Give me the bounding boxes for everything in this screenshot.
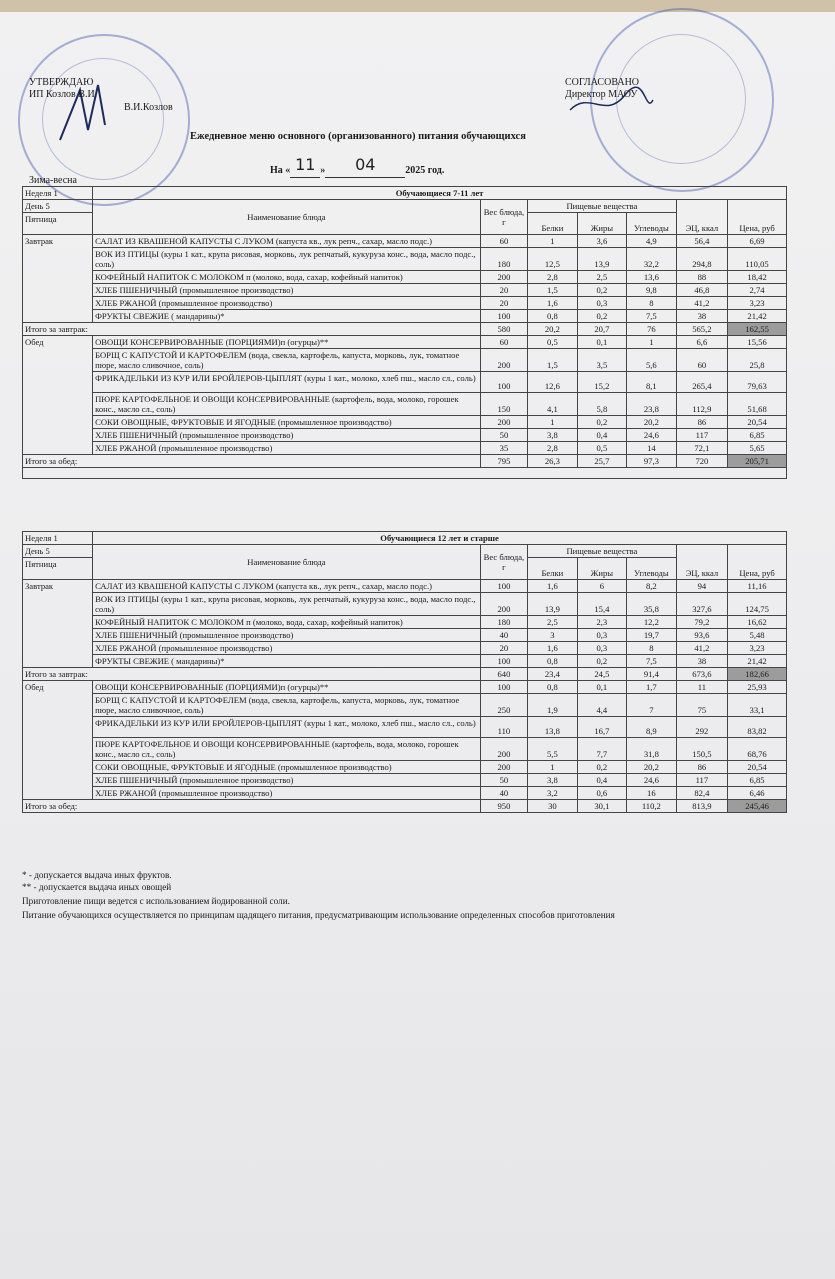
dish-f: 0,4 bbox=[577, 429, 626, 442]
dish-price: 33,1 bbox=[728, 694, 787, 717]
dish-c: 23,8 bbox=[627, 393, 676, 416]
dish-e: 93,6 bbox=[676, 629, 728, 642]
dish-price: 6,85 bbox=[728, 774, 787, 787]
dish-f: 2,3 bbox=[577, 616, 626, 629]
price-header: Цена, руб bbox=[728, 200, 787, 235]
nutrients-header: Пищевые вещества bbox=[528, 545, 676, 558]
dish-f: 0,2 bbox=[577, 310, 626, 323]
total-p: 23,4 bbox=[528, 668, 577, 681]
dish-price: 2,74 bbox=[728, 284, 787, 297]
total-e: 673,6 bbox=[676, 668, 728, 681]
dish-p: 2,8 bbox=[528, 442, 577, 455]
agreed-title: СОГЛАСОВАНО bbox=[565, 77, 640, 88]
dish-name: ПЮРЕ КАРТОФЕЛЬНОЕ И ОВОЩИ КОНСЕРВИРОВАННЫЕ (картофель, вода, молоко, горошек конс., масло сл., соль) bbox=[93, 738, 481, 761]
dish-weight: 50 bbox=[480, 774, 527, 787]
dish-f: 0,3 bbox=[577, 642, 626, 655]
total-e: 813,9 bbox=[676, 800, 728, 813]
date-suffix: 2025 год. bbox=[405, 165, 445, 176]
dish-p: 0,8 bbox=[528, 310, 577, 323]
dish-weight: 200 bbox=[480, 271, 527, 284]
dish-name: БОРЩ С КАПУСТОЙ И КАРТОФЕЛЕМ (вода, свекла, картофель, капуста, морковь, лук, томатное пюре, масло сливочное, соль) bbox=[93, 349, 481, 372]
dish-row bbox=[23, 629, 787, 642]
dish-price: 6,85 bbox=[728, 429, 787, 442]
dish-p: 1,5 bbox=[528, 284, 577, 297]
group-title: Обучающиеся 12 лет и старше bbox=[93, 532, 787, 545]
dish-price: 11,16 bbox=[728, 580, 787, 593]
date-mid: » bbox=[320, 165, 326, 176]
proteins-header: Белки bbox=[528, 213, 577, 235]
notes-block bbox=[22, 869, 615, 921]
total-label: Итого за обед: bbox=[23, 800, 481, 813]
dish-p: 0,8 bbox=[528, 681, 577, 694]
total-weight: 580 bbox=[480, 323, 527, 336]
dish-e: 86 bbox=[676, 416, 728, 429]
dish-f: 0,3 bbox=[577, 629, 626, 642]
meal-label: Обед bbox=[23, 681, 93, 800]
dish-e: 41,2 bbox=[676, 642, 728, 655]
dish-weight: 60 bbox=[480, 336, 527, 349]
dish-f: 5,8 bbox=[577, 393, 626, 416]
dish-e: 88 bbox=[676, 271, 728, 284]
dish-price: 3,23 bbox=[728, 642, 787, 655]
dish-p: 5,5 bbox=[528, 738, 577, 761]
dish-price: 6,46 bbox=[728, 787, 787, 800]
dish-c: 20,2 bbox=[627, 416, 676, 429]
dish-e: 6,6 bbox=[676, 336, 728, 349]
dish-f: 16,7 bbox=[577, 717, 626, 738]
day-label: День 5 bbox=[23, 545, 93, 558]
week-row bbox=[23, 532, 787, 545]
energy-header: ЭЦ, ккал bbox=[676, 200, 728, 235]
dish-name-header: Наименование блюда bbox=[93, 200, 481, 235]
dish-p: 4,1 bbox=[528, 393, 577, 416]
total-price: 245,46 bbox=[728, 800, 787, 813]
dish-c: 8 bbox=[627, 297, 676, 310]
dish-name: ВОК ИЗ ПТИЦЫ (куры 1 кат., крупа рисовая, морковь, лук репчатый, кукуруза конс., вода, масло подс., соль) bbox=[93, 593, 481, 616]
dish-p: 0,5 bbox=[528, 336, 577, 349]
dish-p: 2,5 bbox=[528, 616, 577, 629]
day-label: День 5 bbox=[23, 200, 93, 213]
dish-p: 0,8 bbox=[528, 655, 577, 668]
dish-c: 8,9 bbox=[627, 717, 676, 738]
top-edge bbox=[0, 0, 835, 12]
dish-price: 15,56 bbox=[728, 336, 787, 349]
dish-row bbox=[23, 284, 787, 297]
dish-row bbox=[23, 681, 787, 694]
dish-c: 8 bbox=[627, 642, 676, 655]
dish-price: 5,48 bbox=[728, 629, 787, 642]
dish-row bbox=[23, 372, 787, 393]
dish-c: 35,8 bbox=[627, 593, 676, 616]
approved-title: УТВЕРЖДАЮ bbox=[29, 77, 94, 88]
dish-c: 19,7 bbox=[627, 629, 676, 642]
dish-row bbox=[23, 616, 787, 629]
dish-e: 86 bbox=[676, 761, 728, 774]
dish-c: 8,1 bbox=[627, 372, 676, 393]
dish-name: ХЛЕБ РЖАНОЙ (промышленное производство) bbox=[93, 297, 481, 310]
dish-weight: 180 bbox=[480, 248, 527, 271]
dish-weight: 150 bbox=[480, 393, 527, 416]
dish-e: 11 bbox=[676, 681, 728, 694]
dish-name: ОВОЩИ КОНСЕРВИРОВАННЫЕ (ПОРЦИЯМИ)п (огурцы)** bbox=[93, 681, 481, 694]
dish-name: ПЮРЕ КАРТОФЕЛЬНОЕ И ОВОЩИ КОНСЕРВИРОВАННЫЕ (картофель, вода, молоко, горошек конс., масло сл., соль) bbox=[93, 393, 481, 416]
dish-p: 1 bbox=[528, 416, 577, 429]
dish-name: СОКИ ОВОЩНЫЕ, ФРУКТОВЫЕ И ЯГОДНЫЕ (промышленное производство) bbox=[93, 761, 481, 774]
page-title: Ежедневное меню основного (организованного) питания обучающихся bbox=[190, 131, 526, 142]
dish-name: ВОК ИЗ ПТИЦЫ (куры 1 кат., крупа рисовая, морковь, лук репчатый, кукуруза конс., вода, масло подс., соль) bbox=[93, 248, 481, 271]
total-f: 25,7 bbox=[577, 455, 626, 468]
total-p: 20,2 bbox=[528, 323, 577, 336]
dish-e: 75 bbox=[676, 694, 728, 717]
dish-f: 3,6 bbox=[577, 235, 626, 248]
dish-row bbox=[23, 774, 787, 787]
dish-row bbox=[23, 787, 787, 800]
dish-f: 0,2 bbox=[577, 416, 626, 429]
group-title: Обучающиеся 7-11 лет bbox=[93, 187, 787, 200]
dish-weight: 100 bbox=[480, 310, 527, 323]
total-c: 97,3 bbox=[627, 455, 676, 468]
dish-price: 25,8 bbox=[728, 349, 787, 372]
dish-weight: 200 bbox=[480, 593, 527, 616]
total-f: 30,1 bbox=[577, 800, 626, 813]
total-label: Итого за завтрак: bbox=[23, 323, 481, 336]
dish-p: 1,6 bbox=[528, 642, 577, 655]
dish-weight: 100 bbox=[480, 655, 527, 668]
dish-c: 32,2 bbox=[627, 248, 676, 271]
week-label: Неделя 1 bbox=[23, 532, 93, 545]
dish-name: ХЛЕБ РЖАНОЙ (промышленное производство) bbox=[93, 442, 481, 455]
dish-weight: 250 bbox=[480, 694, 527, 717]
dish-weight: 100 bbox=[480, 580, 527, 593]
day-row bbox=[23, 545, 787, 558]
dish-e: 38 bbox=[676, 655, 728, 668]
dish-row bbox=[23, 271, 787, 284]
dish-row bbox=[23, 235, 787, 248]
meal-label: Завтрак bbox=[23, 580, 93, 668]
dish-name: ФРИКАДЕЛЬКИ ИЗ КУР ИЛИ БРОЙЛЕРОВ-ЦЫПЛЯТ (куры 1 кат., молоко, хлеб пш., масло сл., соль) bbox=[93, 717, 481, 738]
date-day: 11 bbox=[295, 155, 316, 174]
dish-c: 14 bbox=[627, 442, 676, 455]
dish-p: 12,5 bbox=[528, 248, 577, 271]
dish-weight: 35 bbox=[480, 442, 527, 455]
dish-c: 4,9 bbox=[627, 235, 676, 248]
carbs-header: Углеводы bbox=[627, 213, 676, 235]
dish-f: 0,6 bbox=[577, 787, 626, 800]
dish-price: 18,42 bbox=[728, 271, 787, 284]
dish-e: 94 bbox=[676, 580, 728, 593]
dish-e: 46,8 bbox=[676, 284, 728, 297]
dish-row bbox=[23, 297, 787, 310]
total-row bbox=[23, 800, 787, 813]
dish-name: ХЛЕБ РЖАНОЙ (промышленное производство) bbox=[93, 642, 481, 655]
total-weight: 640 bbox=[480, 668, 527, 681]
dish-row bbox=[23, 248, 787, 271]
meal-label: Завтрак bbox=[23, 235, 93, 323]
week-label: Неделя 1 bbox=[23, 187, 93, 200]
dish-weight: 200 bbox=[480, 761, 527, 774]
dish-name: ХЛЕБ ПШЕНИЧНЫЙ (промышленное производство) bbox=[93, 774, 481, 787]
day-row bbox=[23, 200, 787, 213]
dish-e: 72,1 bbox=[676, 442, 728, 455]
dish-p: 1,9 bbox=[528, 694, 577, 717]
date-line bbox=[270, 155, 445, 178]
dish-e: 294,8 bbox=[676, 248, 728, 271]
dish-price: 21,42 bbox=[728, 310, 787, 323]
dish-f: 0,2 bbox=[577, 655, 626, 668]
weight-header: Вес блюда, г bbox=[480, 545, 527, 580]
dish-c: 1 bbox=[627, 336, 676, 349]
dish-c: 7,5 bbox=[627, 310, 676, 323]
fats-header: Жиры bbox=[577, 558, 626, 580]
dish-e: 327,6 bbox=[676, 593, 728, 616]
dish-price: 20,54 bbox=[728, 761, 787, 774]
note-line: * - допускается выдача иных фруктов. bbox=[22, 870, 172, 880]
dish-price: 25,93 bbox=[728, 681, 787, 694]
dish-f: 0,5 bbox=[577, 442, 626, 455]
dish-c: 9,8 bbox=[627, 284, 676, 297]
dish-c: 12,2 bbox=[627, 616, 676, 629]
total-c: 76 bbox=[627, 323, 676, 336]
dish-e: 265,4 bbox=[676, 372, 728, 393]
dish-price: 5,65 bbox=[728, 442, 787, 455]
dish-f: 15,2 bbox=[577, 372, 626, 393]
total-row bbox=[23, 668, 787, 681]
dish-e: 79,2 bbox=[676, 616, 728, 629]
price-header: Цена, руб bbox=[728, 545, 787, 580]
dish-weight: 60 bbox=[480, 235, 527, 248]
dish-price: 21,42 bbox=[728, 655, 787, 668]
dish-f: 15,4 bbox=[577, 593, 626, 616]
dish-row bbox=[23, 655, 787, 668]
dish-row bbox=[23, 416, 787, 429]
dish-row bbox=[23, 642, 787, 655]
dish-row bbox=[23, 336, 787, 349]
dish-name: ФРУКТЫ СВЕЖИЕ ( мандарины)* bbox=[93, 655, 481, 668]
dish-c: 5,6 bbox=[627, 349, 676, 372]
dish-name: САЛАТ ИЗ КВАШЕНОЙ КАПУСТЫ С ЛУКОМ (капуста кв., лук репч., сахар, масло подс.) bbox=[93, 580, 481, 593]
carbs-header: Углеводы bbox=[627, 558, 676, 580]
dish-name: СОКИ ОВОЩНЫЕ, ФРУКТОВЫЕ И ЯГОДНЫЕ (промышленное производство) bbox=[93, 416, 481, 429]
dish-p: 1,5 bbox=[528, 349, 577, 372]
total-e: 565,2 bbox=[676, 323, 728, 336]
dish-p: 3,8 bbox=[528, 429, 577, 442]
dish-e: 60 bbox=[676, 349, 728, 372]
dish-weight: 200 bbox=[480, 738, 527, 761]
dish-weight: 40 bbox=[480, 787, 527, 800]
dish-name: ХЛЕБ ПШЕНИЧНЫЙ (промышленное производство) bbox=[93, 284, 481, 297]
dish-weight: 200 bbox=[480, 416, 527, 429]
total-f: 20,7 bbox=[577, 323, 626, 336]
total-price: 205,71 bbox=[728, 455, 787, 468]
dish-weight: 40 bbox=[480, 629, 527, 642]
dish-price: 79,63 bbox=[728, 372, 787, 393]
dish-f: 0,1 bbox=[577, 336, 626, 349]
dish-p: 1 bbox=[528, 761, 577, 774]
total-p: 26,3 bbox=[528, 455, 577, 468]
dish-name: САЛАТ ИЗ КВАШЕНОЙ КАПУСТЫ С ЛУКОМ (капуста кв., лук репч., сахар, масло подс.) bbox=[93, 235, 481, 248]
total-p: 30 bbox=[528, 800, 577, 813]
note-line: Питание обучающихся осуществляется по принципам щадящего питания, предусматривающим использование определенных способов приготовления bbox=[22, 910, 615, 920]
dish-price: 124,75 bbox=[728, 593, 787, 616]
dish-weight: 20 bbox=[480, 284, 527, 297]
dish-price: 68,76 bbox=[728, 738, 787, 761]
dish-weight: 180 bbox=[480, 616, 527, 629]
dish-name: ФРУКТЫ СВЕЖИЕ ( мандарины)* bbox=[93, 310, 481, 323]
menu-table-12-plus bbox=[22, 531, 787, 813]
note-line: ** - допускается выдача иных овощей bbox=[22, 882, 172, 892]
dish-weight: 50 bbox=[480, 429, 527, 442]
week-row bbox=[23, 187, 787, 200]
dish-p: 3,8 bbox=[528, 774, 577, 787]
dish-f: 7,7 bbox=[577, 738, 626, 761]
dish-f: 0,2 bbox=[577, 284, 626, 297]
dish-c: 7 bbox=[627, 694, 676, 717]
dish-row bbox=[23, 593, 787, 616]
menu-table-7-11 bbox=[22, 186, 787, 479]
empty-cell bbox=[23, 468, 787, 479]
dish-weight: 20 bbox=[480, 642, 527, 655]
dish-c: 13,6 bbox=[627, 271, 676, 284]
dish-c: 24,6 bbox=[627, 429, 676, 442]
dish-price: 83,82 bbox=[728, 717, 787, 738]
dish-p: 1,6 bbox=[528, 297, 577, 310]
empty-row bbox=[23, 468, 787, 479]
dish-price: 51,68 bbox=[728, 393, 787, 416]
total-c: 91,4 bbox=[627, 668, 676, 681]
dish-c: 7,5 bbox=[627, 655, 676, 668]
dish-name: ХЛЕБ ПШЕНИЧНЫЙ (промышленное производство) bbox=[93, 429, 481, 442]
weight-header: Вес блюда, г bbox=[480, 200, 527, 235]
dish-e: 112,9 bbox=[676, 393, 728, 416]
dish-row bbox=[23, 393, 787, 416]
total-weight: 950 bbox=[480, 800, 527, 813]
note-line: Приготовление пищи ведется с использованием йодированной соли. bbox=[22, 896, 290, 906]
total-row bbox=[23, 323, 787, 336]
dish-c: 8,2 bbox=[627, 580, 676, 593]
dish-price: 16,62 bbox=[728, 616, 787, 629]
dish-f: 0,3 bbox=[577, 297, 626, 310]
dish-p: 13,8 bbox=[528, 717, 577, 738]
dish-p: 2,8 bbox=[528, 271, 577, 284]
dish-f: 0,4 bbox=[577, 774, 626, 787]
dish-f: 0,2 bbox=[577, 761, 626, 774]
dish-weight: 110 bbox=[480, 717, 527, 738]
dish-e: 82,4 bbox=[676, 787, 728, 800]
dish-weight: 100 bbox=[480, 681, 527, 694]
season-label: Зима-весна bbox=[29, 175, 77, 186]
dish-f: 3,5 bbox=[577, 349, 626, 372]
total-price: 162,55 bbox=[728, 323, 787, 336]
dish-e: 117 bbox=[676, 774, 728, 787]
date-prefix: На « bbox=[270, 165, 291, 176]
dish-p: 13,9 bbox=[528, 593, 577, 616]
approved-org: ИП Козлов В.И. bbox=[29, 89, 98, 100]
dish-p: 1,6 bbox=[528, 580, 577, 593]
dish-c: 1,7 bbox=[627, 681, 676, 694]
dish-price: 6,69 bbox=[728, 235, 787, 248]
total-c: 110,2 bbox=[627, 800, 676, 813]
dish-price: 20,54 bbox=[728, 416, 787, 429]
nutrients-header: Пищевые вещества bbox=[528, 200, 676, 213]
weekday-label: Пятница bbox=[23, 213, 93, 235]
dish-row bbox=[23, 442, 787, 455]
dish-name: ФРИКАДЕЛЬКИ ИЗ КУР ИЛИ БРОЙЛЕРОВ-ЦЫПЛЯТ (куры 1 кат., молоко, хлеб пш., масло сл., соль) bbox=[93, 372, 481, 393]
agreed-role: Директор МАОУ bbox=[565, 89, 638, 100]
dish-f: 13,9 bbox=[577, 248, 626, 271]
proteins-header: Белки bbox=[528, 558, 577, 580]
meal-label: Обед bbox=[23, 336, 93, 455]
dish-e: 56,4 bbox=[676, 235, 728, 248]
dish-row bbox=[23, 761, 787, 774]
dish-e: 117 bbox=[676, 429, 728, 442]
dish-p: 3 bbox=[528, 629, 577, 642]
approved-name: В.И.Козлов bbox=[124, 102, 173, 113]
dish-f: 0,1 bbox=[577, 681, 626, 694]
total-f: 24,5 bbox=[577, 668, 626, 681]
dish-c: 24,6 bbox=[627, 774, 676, 787]
dish-e: 38 bbox=[676, 310, 728, 323]
dish-row bbox=[23, 310, 787, 323]
dish-weight: 100 bbox=[480, 372, 527, 393]
dish-row bbox=[23, 429, 787, 442]
weekday-label: Пятница bbox=[23, 558, 93, 580]
dish-p: 12,6 bbox=[528, 372, 577, 393]
total-label: Итого за завтрак: bbox=[23, 668, 481, 681]
dish-row bbox=[23, 694, 787, 717]
dish-f: 2,5 bbox=[577, 271, 626, 284]
dish-e: 41,2 bbox=[676, 297, 728, 310]
dish-row bbox=[23, 349, 787, 372]
dish-p: 1 bbox=[528, 235, 577, 248]
dish-p: 3,2 bbox=[528, 787, 577, 800]
dish-row bbox=[23, 580, 787, 593]
dish-e: 292 bbox=[676, 717, 728, 738]
dish-row bbox=[23, 738, 787, 761]
dish-name: ОВОЩИ КОНСЕРВИРОВАННЫЕ (ПОРЦИЯМИ)п (огурцы)** bbox=[93, 336, 481, 349]
dish-row bbox=[23, 717, 787, 738]
energy-header: ЭЦ, ккал bbox=[676, 545, 728, 580]
dish-c: 31,8 bbox=[627, 738, 676, 761]
dish-f: 6 bbox=[577, 580, 626, 593]
date-month: 04 bbox=[355, 155, 376, 174]
dish-weight: 200 bbox=[480, 349, 527, 372]
total-label: Итого за обед: bbox=[23, 455, 481, 468]
total-e: 720 bbox=[676, 455, 728, 468]
dish-name: КОФЕЙНЫЙ НАПИТОК С МОЛОКОМ п (молоко, вода, сахар, кофейный напиток) bbox=[93, 616, 481, 629]
dish-name: БОРЩ С КАПУСТОЙ И КАРТОФЕЛЕМ (вода, свекла, картофель, капуста, морковь, лук, томатное пюре, масло сливочное, соль) bbox=[93, 694, 481, 717]
total-weight: 795 bbox=[480, 455, 527, 468]
fats-header: Жиры bbox=[577, 213, 626, 235]
dish-name: ХЛЕБ ПШЕНИЧНЫЙ (промышленное производство) bbox=[93, 629, 481, 642]
dish-name: ХЛЕБ РЖАНОЙ (промышленное производство) bbox=[93, 787, 481, 800]
dish-name-header: Наименование блюда bbox=[93, 545, 481, 580]
dish-name: КОФЕЙНЫЙ НАПИТОК С МОЛОКОМ п (молоко, вода, сахар, кофейный напиток) bbox=[93, 271, 481, 284]
total-row bbox=[23, 455, 787, 468]
dish-e: 150,5 bbox=[676, 738, 728, 761]
dish-f: 4,4 bbox=[577, 694, 626, 717]
dish-price: 110,05 bbox=[728, 248, 787, 271]
dish-c: 16 bbox=[627, 787, 676, 800]
dish-weight: 20 bbox=[480, 297, 527, 310]
total-price: 182,66 bbox=[728, 668, 787, 681]
dish-c: 20,2 bbox=[627, 761, 676, 774]
dish-price: 3,23 bbox=[728, 297, 787, 310]
